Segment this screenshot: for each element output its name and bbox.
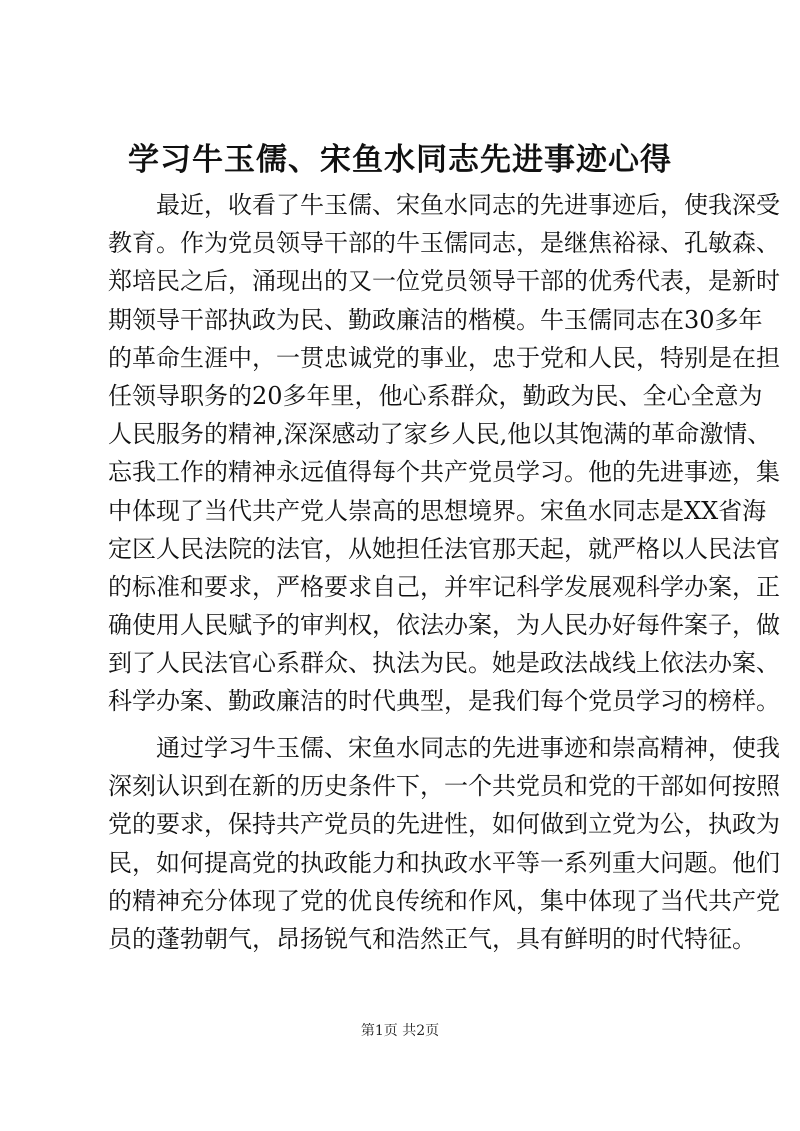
paragraph-2 — [108, 729, 780, 958]
paragraph-line: 党的要求，保持共产党员的先进性，如何做到立党为公，执政为 — [108, 810, 780, 839]
paragraph-line: 忘我工作的精神永远值得每个共产党员学习。他的先进事迹，集 — [108, 458, 780, 487]
paragraph-line: 人民服务的精神,深深感动了家乡人民,他以其饱满的革命激情、 — [108, 420, 772, 449]
paragraph-line: 确使用人民赋予的审判权，依法办案，为人民办好每件案子，做 — [108, 611, 780, 640]
paragraph-line: 民，如何提高党的执政能力和执政水平等一系列重大问题。他们 — [108, 848, 780, 877]
paragraph-1 — [108, 186, 780, 721]
paragraph-line: 的革命生涯中，一贯忠诚党的事业，忠于党和人民，特别是在担 — [108, 343, 780, 372]
paragraph-line: 科学办案、勤政廉洁的时代典型，是我们每个党员学习的榜样。 — [108, 687, 780, 716]
paragraph-line: 中体现了当代共产党人崇高的思想境界。宋鱼水同志是XX省海 — [108, 496, 767, 525]
paragraph-line: 最近，收看了牛玉儒、宋鱼水同志的先进事迹后，使我深受 — [156, 191, 780, 219]
document-title: 学习牛玉儒、宋鱼水同志先进事迹心得 — [128, 142, 672, 178]
paragraph-line: 教育。作为党员领导干部的牛玉儒同志，是继焦裕禄、孔敏森、 — [108, 229, 780, 258]
paragraph-line: 郑培民之后，涌现出的又一位党员领导干部的优秀代表，是新时 — [108, 267, 780, 296]
paragraph-line: 的标准和要求，严格要求自己，并牢记科学发展观科学办案，正 — [108, 572, 780, 601]
paragraph-line: 深刻认识到在新的历史条件下，一个共党员和党的干部如何按照 — [108, 772, 780, 801]
paragraph-line: 员的蓬勃朝气，昂扬锐气和浩然正气，具有鲜明的时代特征。 — [108, 924, 756, 953]
paragraph-line: 定区人民法院的法官，从她担任法官那天起，就严格以人民法官 — [108, 534, 780, 563]
page-footer: 第1页 共2页 — [360, 1023, 440, 1039]
paragraph-line: 任领导职务的20多年里，他心系群众，勤政为民、全心全意为 — [108, 381, 763, 410]
paragraph-line: 的精神充分体现了党的优良传统和作风，集中体现了当代共产党 — [108, 886, 780, 915]
paragraph-line: 到了人民法官心系群众、执法为民。她是政法战线上依法办案、 — [108, 649, 780, 678]
paragraph-line: 期领导干部执政为民、勤政廉洁的楷模。牛玉儒同志在30多年 — [108, 305, 763, 334]
paragraph-line: 通过学习牛玉儒、宋鱼水同志的先进事迹和崇高精神，使我 — [156, 734, 780, 762]
